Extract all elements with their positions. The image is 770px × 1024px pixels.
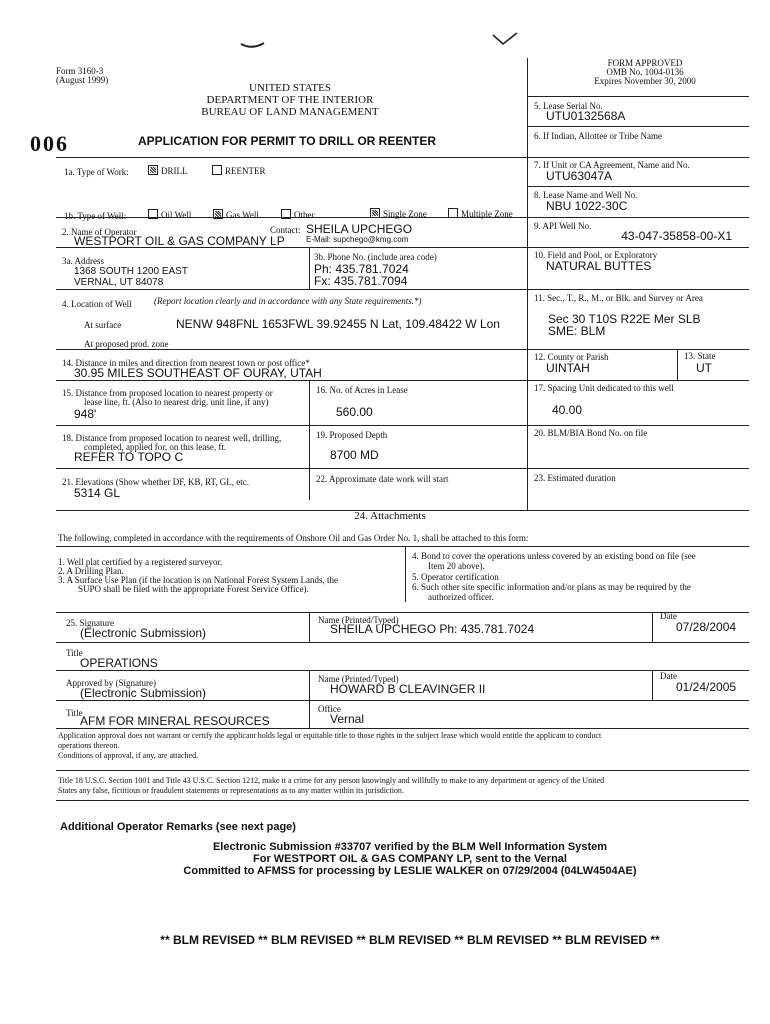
signature-value: (Electronic Submission) [80, 626, 207, 640]
field-label: Date [660, 611, 677, 621]
state-value: UT [696, 361, 712, 375]
agency-line-2: DEPARTMENT OF THE INTERIOR [206, 94, 374, 106]
field-label: At proposed prod. zone [84, 339, 169, 349]
approver-title-value: AFM FOR MINERAL RESOURCES [80, 714, 270, 728]
distance-value: 30.95 MILES SOUTHEAST OF OURAY, UTAH [74, 366, 322, 380]
omb-number: OMB No. 1004-0136 [606, 67, 684, 77]
field-label: 4. Location of Well [62, 299, 132, 309]
unit-agreement-value: UTU63047A [546, 169, 613, 183]
field-label: 20. BLM/BIA Bond No. on file [534, 428, 648, 438]
api-well-value: 43-047-35858-00-X1 [621, 229, 732, 243]
approval-date-value: 01/24/2005 [676, 680, 737, 694]
lease-serial-value: UTU0132568A [546, 109, 626, 123]
elevation-value: 5314 GL [74, 486, 121, 500]
field-label: Office [318, 704, 341, 714]
electronic-submission-line: For WESTPORT OIL & GAS COMPANY LP, sent to the Vernal [253, 853, 567, 865]
multiple-zone-checkbox[interactable]: Multiple Zone [448, 208, 513, 219]
revision-banner: ** BLM REVISED ** BLM REVISED ** BLM REVISED ** BLM REVISED ** BLM REVISED ** [160, 933, 660, 947]
section-value: Sec 30 T10S R22E Mer SLB [548, 312, 701, 326]
field-label: 19. Proposed Depth [316, 430, 388, 440]
attachments-intro: The following, completed in accordance with the requirements of Onshore Oil and Gas Order No. 1, shall be attached to this form: [58, 533, 529, 543]
county-value: UINTAH [546, 361, 590, 375]
checkbox-checked-icon [148, 165, 158, 175]
field-label: 22. Approximate date work will start [316, 474, 449, 484]
spacing-value: 40.00 [552, 403, 583, 417]
form-date: (August 1999) [56, 75, 109, 85]
field-label: 5. Lease Serial No. [534, 101, 603, 111]
stamp-number: 006 [30, 131, 69, 156]
fax-value: Fx: 435.781.7094 [314, 274, 408, 288]
remarks-heading: Additional Operator Remarks (see next page) [60, 821, 296, 833]
checkbox-checked-icon [213, 209, 223, 219]
oil-well-checkbox[interactable]: Oil Well [148, 209, 191, 220]
drill-checkbox[interactable]: DRILL [148, 165, 188, 176]
operator-value: WESTPORT OIL & GAS COMPANY LP [74, 234, 285, 248]
reenter-checkbox[interactable]: REENTER [212, 165, 266, 176]
well-name-value: NBU 1022-30C [546, 199, 628, 213]
field-label: 10. Field and Pool, or Exploratory [534, 250, 658, 260]
signer-name-value: SHEILA UPCHEGO Ph: 435.781.7024 [330, 622, 535, 636]
field-label: 18. Distance from proposed location to nearest well, drilling, [62, 433, 282, 443]
phone-value: Ph: 435.781.7024 [314, 262, 409, 276]
field-label: Date [660, 671, 677, 681]
checkbox-empty-icon [212, 165, 222, 175]
field-label: 1a. Type of Work: [64, 167, 129, 177]
attachment-item: 6. Such other site specific information and/or plans as may be required by the [412, 582, 691, 592]
checkbox-empty-icon [281, 209, 291, 219]
field-label: Name (Printed/Typed) [318, 674, 399, 684]
field-label: Title [66, 648, 83, 658]
field-label: 13. State [684, 351, 716, 361]
email-value: E-Mail: supchego@kmg.com [306, 235, 409, 244]
attachment-item: Item 20 above). [428, 561, 485, 571]
field-label: 7. If Unit or CA Agreement, Name and No. [534, 160, 690, 170]
surface-location-value: NENW 948FNL 1653FWL 39.92455 N Lat, 109.48422 W Lon [176, 317, 500, 331]
electronic-submission-line: Electronic Submission #33707 verified by the BLM Well Information System [212, 841, 608, 853]
checkbox-empty-icon [448, 208, 458, 218]
attachments-heading: 24. Attachments [354, 510, 426, 522]
property-distance-value: 948' [74, 407, 97, 421]
usc-warning: Title 18 U.S.C. Section 1001 and Title 43 U.S.C. Section 1212, make it a crime for any person knowingly and willfully to make to any department or agency of the United [58, 776, 605, 785]
attachment-item: authorized officer. [428, 592, 494, 602]
field-label: 3a. Address [62, 256, 104, 266]
approver-name-value: HOWARD B CLEAVINGER II [330, 682, 486, 696]
signer-title-value: OPERATIONS [80, 656, 158, 670]
field-label: completed, applied for, on this lease, ft. [84, 442, 227, 452]
agency-line-1: UNITED STATES [249, 82, 331, 94]
gas-well-checkbox[interactable]: Gas Well [213, 209, 259, 220]
field-label: Name (Printed/Typed) [318, 615, 399, 625]
approval-disclaimer: Application approval does not warrant or certify the applicant holds legal or equitable title to those rights in the subject lease which would entitle the applicant to conduct [58, 731, 602, 740]
nearest-well-value: REFER TO TOPO C [74, 450, 184, 464]
expiration: Expires November 30, 2000 [594, 76, 696, 86]
field-label: 12. County or Parish [534, 352, 609, 362]
field-label: 16. No. of Acres in Lease [316, 385, 408, 395]
field-label: 15. Distance from proposed location to nearest property or [62, 388, 273, 398]
field-label: 9. API Well No. [534, 221, 592, 231]
approver-signature-value: (Electronic Submission) [80, 686, 207, 700]
contact-value: SHEILA UPCHEGO [306, 222, 413, 236]
field-label: 23. Estimated duration [534, 473, 616, 483]
field-label: Approved by (Signature) [66, 678, 156, 688]
single-zone-checkbox[interactable]: Single Zone [370, 208, 427, 219]
office-value: Vernal [330, 712, 365, 726]
field-label: 2. Name of Operator [62, 227, 137, 237]
attachment-item: 3. A Surface Use Plan (if the location is on National Forest System Lands, the [58, 575, 338, 585]
field-label: 14. Distance in miles and direction from nearest town or post office* [62, 358, 310, 368]
attachment-item: 2. A Drilling Plan. [58, 566, 124, 576]
field-label: 1b. Type of Well: [64, 211, 127, 221]
attachment-item: 5. Operator certification [412, 572, 499, 582]
sign-date-value: 07/28/2004 [676, 620, 737, 634]
field-label: lease line, ft. (Also to nearest drig. unit line, if any) [84, 397, 269, 407]
field-label: Contact: [270, 225, 301, 235]
address-line-2: VERNAL, UT 84078 [74, 277, 164, 288]
form-title: APPLICATION FOR PERMIT TO DRILL OR REENTER [138, 134, 437, 148]
field-label: 6. If Indian, Allottee or Tribe Name [534, 131, 662, 141]
other-checkbox[interactable]: Other [281, 209, 315, 220]
field-label: 11. Sec., T., R., M., or Blk. and Survey or Area [534, 293, 703, 303]
field-label: 17. Spacing Unit dedicated to this well [534, 383, 674, 393]
checkbox-checked-icon [370, 208, 380, 218]
attachment-item: SUPO shall be filed with the appropriate Forest Service Office). [78, 584, 309, 594]
depth-value: 8700 MD [330, 448, 379, 462]
location-note: (Report location clearly and in accordance with any State requirements.*) [154, 296, 422, 306]
address-line-1: 1368 SOUTH 1200 EAST [74, 266, 188, 277]
field-label: 3b. Phone No. (include area code) [314, 252, 437, 262]
electronic-submission-line: Committed to AFMSS for processing by LESLIE WALKER on 07/29/2004 (04LW4504AE) [183, 865, 637, 877]
surface-management-value: SME: BLM [548, 324, 606, 338]
field-label: At surface [84, 320, 122, 330]
check-mark-scribble [238, 38, 268, 52]
field-pool-value: NATURAL BUTTES [546, 259, 652, 273]
field-label: 25. Signature [66, 618, 114, 628]
checkbox-empty-icon [148, 209, 158, 219]
field-label: Title [66, 708, 83, 718]
usc-warning: States any false, fictitious or fraudulent statements or representations as to any matter within its jurisdiction. [58, 786, 404, 795]
form-number: Form 3160-3 [56, 66, 104, 76]
attachment-item: 1. Well plat certified by a registered surveyor. [58, 557, 223, 567]
check-mark-scribble [490, 30, 520, 48]
form-approved: FORM APPROVED [607, 58, 683, 68]
approval-disclaimer: operations thereon. [58, 741, 120, 750]
agency-line-3: BUREAU OF LAND MANAGEMENT [201, 106, 379, 118]
conditions-note: Conditions of approval, if any, are attached. [58, 751, 199, 760]
field-label: 21. Elevations (Show whether DF, KB, RT, GL, etc. [62, 477, 250, 487]
attachment-item: 4. Bond to cover the operations unless covered by an existing bond on file (see [412, 551, 696, 561]
acres-value: 560.00 [336, 405, 373, 419]
field-label: 8. Lease Name and Well No. [534, 190, 638, 200]
